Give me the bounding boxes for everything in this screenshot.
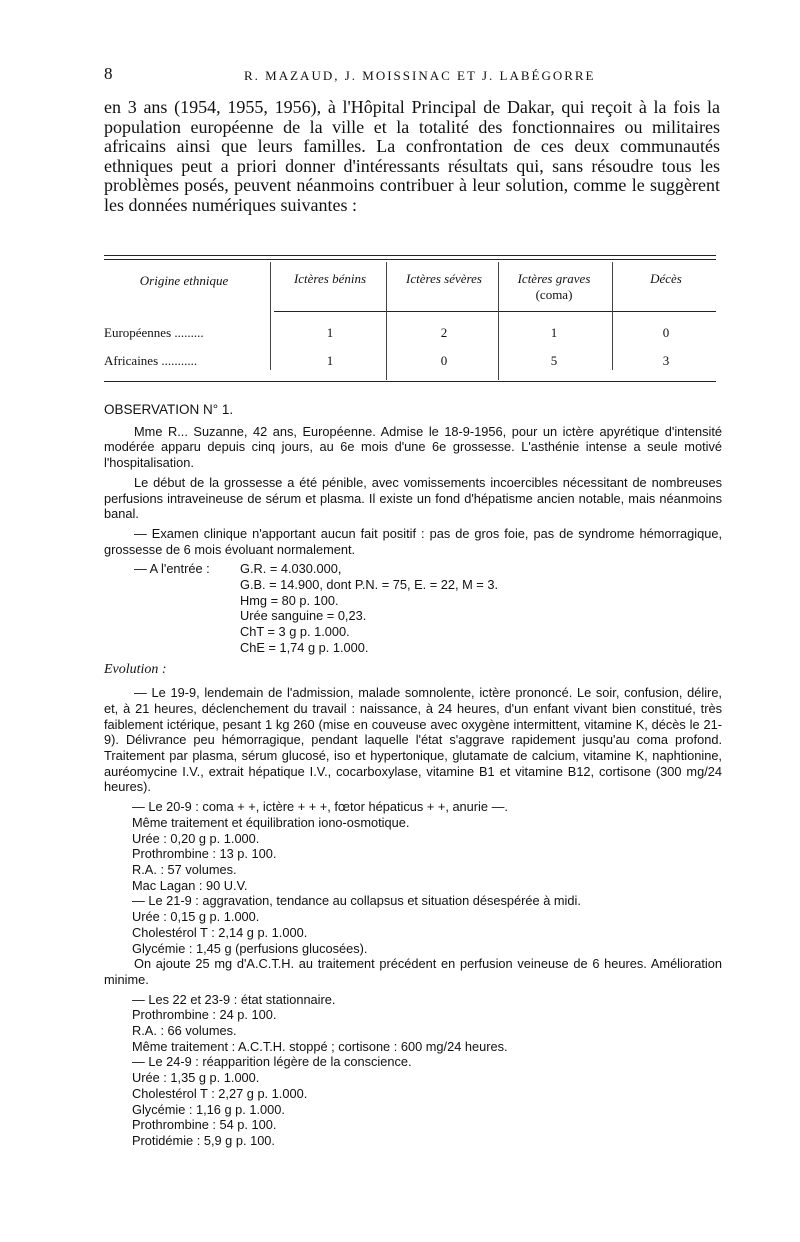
table-cell: 2 xyxy=(440,325,448,340)
header-coma: (coma) xyxy=(535,287,573,302)
evolution-heading: Evolution : xyxy=(104,661,167,677)
lab-value: Urée sanguine = 0,23. xyxy=(240,608,367,624)
header-origin: Origine ethnique xyxy=(139,273,229,288)
lab-line: Prothrombine : 24 p. 100. xyxy=(132,1007,277,1023)
lab-line: Même traitement : A.C.T.H. stoppé ; cortisone : 600 mg/24 heures. xyxy=(132,1038,508,1054)
lab-value: G.B. = 14.900, dont P.N. = 75, E. = 22, M = 3. xyxy=(240,577,498,593)
lab-line: Urée : 0,20 g p. 1.000. xyxy=(132,830,260,846)
lab-line: Glycémie : 1,16 g p. 1.000. xyxy=(132,1101,285,1117)
lab-value: G.R. = 4.030.000, xyxy=(240,561,342,577)
lab-line: Cholestérol T : 2,14 g p. 1.000. xyxy=(132,924,308,940)
lab-line: Urée : 0,15 g p. 1.000. xyxy=(132,909,260,925)
lab-value: ChE = 1,74 g p. 1.000. xyxy=(240,639,369,655)
lab-line: Glycémie : 1,45 g (perfusions glucosées). xyxy=(132,940,368,956)
table-cell: 3 xyxy=(662,353,670,368)
paragraph: On ajoute 25 mg d'A.C.T.H. au traitement précédent en perfusion veineuse de 6 heures. Amélioration minime. xyxy=(104,956,722,987)
lab-line: R.A. : 66 volumes. xyxy=(132,1023,237,1039)
paragraph: Mme R... Suzanne, 42 ans, Européenne. Admise le 18-9-1956, pour un ictère apyrétique d'intensité modérée apparu depuis cinq jours, au 6e mois d'une 6e grossesse. L'asthénie intense a seule motivé l'hospitalisation. xyxy=(104,423,722,471)
table-top-rule-2 xyxy=(104,259,716,260)
header-deces: Décès xyxy=(650,271,682,286)
table-cell: 1 xyxy=(326,353,334,368)
ethnic-origin-table xyxy=(104,255,720,385)
intro-text: en 3 ans (1954, 1955, 1956), à l'Hôpital Principal de Dakar, qui reçoit à la fois la population européenne de la ville et la totalité des fonctionnaires ou militaires africains ainsi que leurs familles. La confrontation de ces deux communautés ethniques peut a priori donner d'intéressants résultats qui, sans résoudre tous les problèmes posés, peuvent néanmoins contribuer à leur solution, comme le suggèrent les données numériques suivantes : xyxy=(104,97,720,215)
row-label-africaines: Africaines ........... xyxy=(104,353,198,368)
table-cell: 5 xyxy=(550,353,558,368)
running-head: R. MAZAUD, J. MOISSINAC ET J. LABÉGORRE xyxy=(244,68,596,83)
table-vline xyxy=(386,262,387,380)
lab-line: — Le 24-9 : réapparition légère de la conscience. xyxy=(132,1054,412,1070)
lab-line: Mac Lagan : 90 U.V. xyxy=(132,877,248,893)
paragraph: Le début de la grossesse a été pénible, avec vomissements incoercibles nécessitant de nombreuses perfusions intraveineuse de sérum et plasma. Il existe un fond d'hépatisme ancien notable, mais néanmoins banal. xyxy=(104,474,722,522)
paragraph: — Examen clinique n'apportant aucun fait positif : pas de gros foie, pas de syndrome hémorragique, grossesse de 6 mois évoluant normalement. xyxy=(104,525,722,557)
header-under-rule xyxy=(274,311,716,312)
page-number: 8 xyxy=(104,64,113,83)
table-cell: 1 xyxy=(326,325,334,340)
lab-line: — Le 21-9 : aggravation, tendance au collapsus et situation désespérée à midi. xyxy=(132,893,581,909)
lab-line: — Le 20-9 : coma + +, ictère + + +, fœtor hépaticus + +, anurie —. xyxy=(132,799,508,815)
lab-line: R.A. : 57 volumes. xyxy=(132,861,237,877)
table-vline xyxy=(612,262,613,370)
lab-line: Même traitement et équilibration iono-osmotique. xyxy=(132,814,410,830)
table-top-rule xyxy=(104,255,716,256)
entree-block xyxy=(104,561,722,655)
entree-label: — A l'entrée : xyxy=(134,561,210,577)
intro-paragraph xyxy=(104,98,720,215)
lab-line: Prothrombine : 54 p. 100. xyxy=(132,1117,277,1133)
lab-line: Protidémie : 5,9 g p. 100. xyxy=(132,1132,275,1148)
header-graves: Ictères graves xyxy=(517,271,591,286)
paragraph: — Le 19-9, lendemain de l'admission, malade somnolente, ictère prononcé. Le soir, confusion, délire, et, à 21 heures, déclenchement du travail : naissance, à 24 heures, d'un enfant vivant bien constitué, très faiblement ictérique, pesant 1 kg 260 (mise en couveuse avec oxygène intermittent, vitamine K, décès le 21-9). Délivrance peu hémorragique, pendant laquelle l'état s'aggrave rapidement jusqu'au coma profond. Traitement par plasma, sérum glucosé, iso et hypertonique, glutamate de calcium, vitamine K, naphtionine, auréomycine I.V., extrait hépatique I.V., cocarboxylase, vitamine B1 et vitamine B12, cortisone (300 mg/24 heures). xyxy=(104,685,722,795)
page-header xyxy=(104,58,720,88)
table-cell: 0 xyxy=(440,353,448,368)
table-bottom-rule xyxy=(104,381,716,382)
lab-value: Hmg = 80 p. 100. xyxy=(240,592,339,608)
header-benins: Ictères bénins xyxy=(293,271,367,286)
lab-line: Urée : 1,35 g p. 1.000. xyxy=(132,1070,260,1086)
lab-line: Cholestérol T : 2,27 g p. 1.000. xyxy=(132,1085,308,1101)
observation-section xyxy=(104,402,722,1149)
header-severes: Ictères sévères xyxy=(406,271,482,286)
table-cell: 1 xyxy=(550,325,558,340)
lab-value: ChT = 3 g p. 1.000. xyxy=(240,624,350,640)
lab-line: — Les 22 et 23-9 : état stationnaire. xyxy=(132,991,336,1007)
row-label-europeennes: Européennes ......... xyxy=(104,325,204,340)
table-vline xyxy=(498,262,499,380)
lab-line: Prothrombine : 13 p. 100. xyxy=(132,846,277,862)
table-cell: 0 xyxy=(662,325,670,340)
observation-title: OBSERVATION N° 1. xyxy=(104,402,234,417)
table-vline xyxy=(270,262,271,370)
